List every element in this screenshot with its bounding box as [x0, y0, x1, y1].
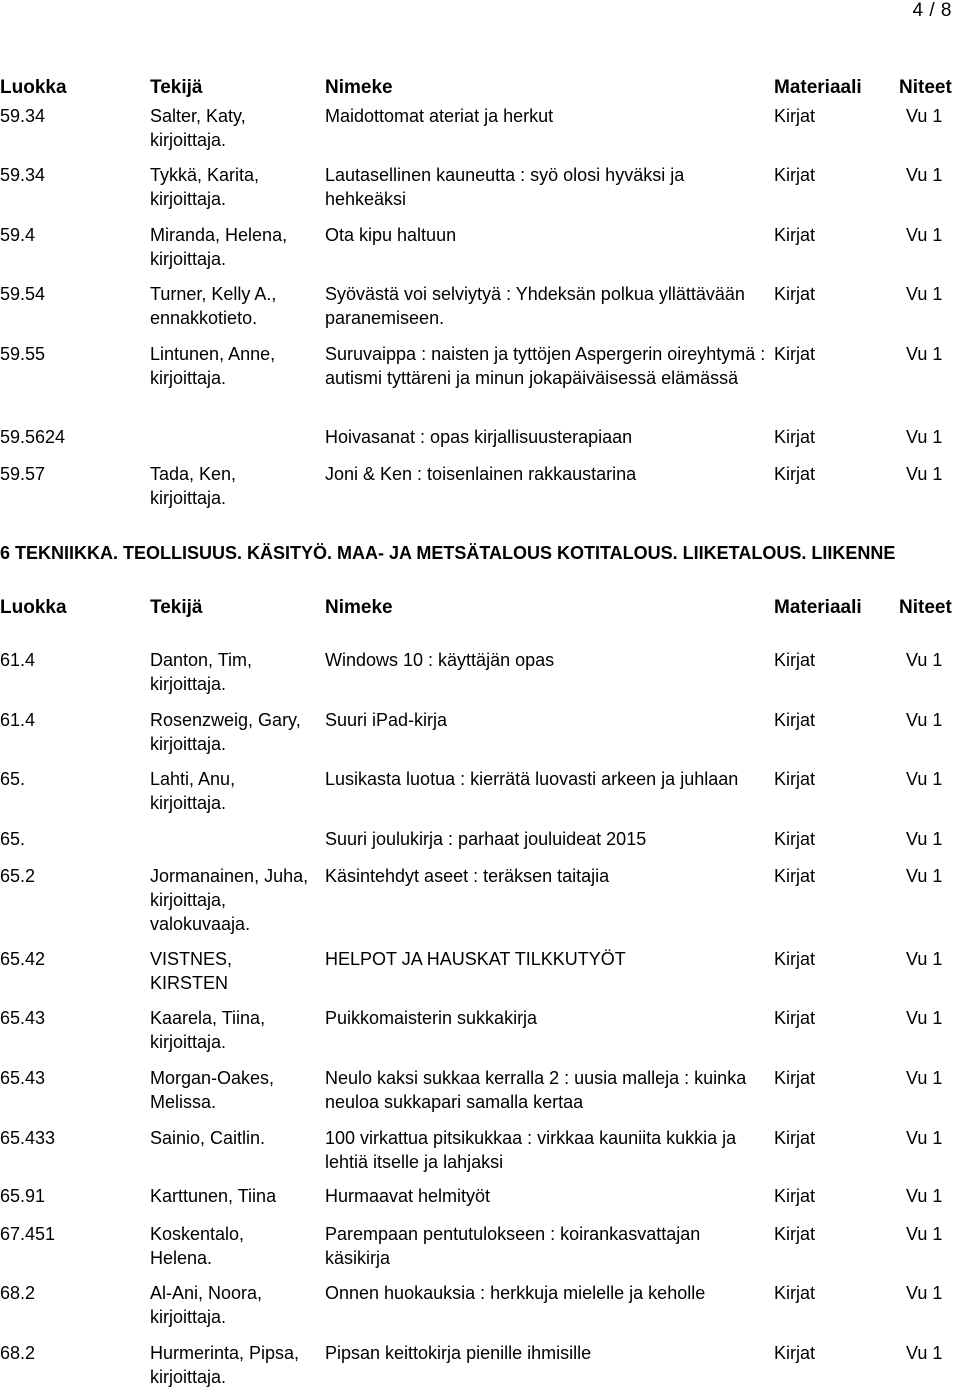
header-niteet: Niteet	[899, 77, 952, 98]
cell-author: Koskentalo, Helena.	[150, 1224, 245, 1268]
cell-author: Sainio, Caitlin.	[150, 1128, 266, 1148]
cell-material: Kirjat	[774, 165, 816, 185]
cell-author: Tykkä, Karita, kirjoittaja.	[150, 165, 260, 209]
header-luokka: Luokka	[0, 597, 67, 618]
section-title: 6 TEKNIIKKA. TEOLLISUUS. KÄSITYÖ. MAA- JA METSÄTALOUS KOTITALOUS. LIIKETALOUS. LIIKENNE	[0, 543, 896, 563]
cell-material: Kirjat	[774, 866, 816, 886]
header-tekija: Tekijä	[150, 597, 203, 618]
cell-note: Vu 1	[906, 829, 943, 849]
cell-title: Hurmaavat helmityöt	[325, 1186, 491, 1206]
cell-author: Al-Ani, Noora, kirjoittaja.	[150, 1283, 263, 1327]
cell-note: Vu 1	[906, 225, 943, 245]
cell-class-code: 65.	[0, 769, 26, 789]
cell-material: Kirjat	[774, 344, 816, 364]
cell-material: Kirjat	[774, 1068, 816, 1088]
cell-class-code: 59.34	[0, 106, 46, 126]
cell-note: Vu 1	[906, 1224, 943, 1244]
cell-note: Vu 1	[906, 1128, 943, 1148]
cell-author: VISTNES, KIRSTEN	[150, 949, 233, 993]
cell-class-code: 59.4	[0, 225, 36, 245]
cell-class-code: 59.34	[0, 165, 46, 185]
cell-note: Vu 1	[906, 344, 943, 364]
cell-note: Vu 1	[906, 165, 943, 185]
cell-title: Ota kipu haltuun	[325, 225, 457, 245]
header-nimeke: Nimeke	[325, 597, 393, 618]
cell-class-code: 59.5624	[0, 427, 66, 447]
cell-author: Hurmerinta, Pipsa, kirjoittaja.	[150, 1343, 300, 1387]
cell-note: Vu 1	[906, 1068, 943, 1088]
cell-note: Vu 1	[906, 1343, 943, 1363]
cell-author: Jormanainen, Juha, kirjoittaja, valokuvaaja.	[150, 866, 309, 934]
cell-note: Vu 1	[906, 769, 943, 789]
cell-title: Lautasellinen kauneutta : syö olosi hyväksi ja hehkeäksi	[325, 165, 685, 209]
cell-author: Salter, Katy, kirjoittaja.	[150, 106, 246, 150]
cell-title: Lusikasta luotua : kierrätä luovasti arkeen ja juhlaan	[325, 769, 739, 789]
cell-class-code: 67.451	[0, 1224, 56, 1244]
cell-note: Vu 1	[906, 464, 943, 484]
cell-title: Puikkomaisterin sukkakirja	[325, 1008, 538, 1028]
cell-title: Käsintehdyt aseet : teräksen taitajia	[325, 866, 610, 886]
cell-title: Suuri iPad-kirja	[325, 710, 448, 730]
cell-note: Vu 1	[906, 427, 943, 447]
cell-author: Karttunen, Tiina	[150, 1186, 277, 1206]
cell-title: Maidottomat ateriat ja herkut	[325, 106, 554, 126]
page-number: 4 / 8	[912, 0, 952, 21]
cell-class-code: 59.54	[0, 284, 46, 304]
cell-material: Kirjat	[774, 106, 816, 126]
cell-class-code: 68.2	[0, 1283, 36, 1303]
cell-class-code: 59.55	[0, 344, 46, 364]
cell-note: Vu 1	[906, 1008, 943, 1028]
cell-note: Vu 1	[906, 866, 943, 886]
header-luokka: Luokka	[0, 77, 67, 98]
cell-class-code: 65.433	[0, 1128, 56, 1148]
cell-title: Suruvaippa : naisten ja tyttöjen Aspergerin oireyhtymä : autismi tyttäreni ja minun jokapäiväisessä elämässä	[325, 344, 766, 388]
cell-title: Hoivasanat : opas kirjallisuusterapiaan	[325, 427, 633, 447]
cell-title: 100 virkattua pitsikukkaa : virkkaa kauniita kukkia ja lehtiä itselle ja lahjaksi	[325, 1128, 737, 1172]
cell-author: Miranda, Helena, kirjoittaja.	[150, 225, 288, 269]
cell-title: Parempaan pentutulokseen : koirankasvattajan käsikirja	[325, 1224, 701, 1268]
cell-material: Kirjat	[774, 284, 816, 304]
cell-title: Neulo kaksi sukkaa kerralla 2 : uusia malleja : kuinka neuloa sukkapari samalla kertaa	[325, 1068, 747, 1112]
cell-author: Morgan-Oakes, Melissa.	[150, 1068, 275, 1112]
cell-note: Vu 1	[906, 949, 943, 969]
header-nimeke: Nimeke	[325, 77, 393, 98]
cell-material: Kirjat	[774, 1008, 816, 1028]
cell-class-code: 65.	[0, 829, 26, 849]
cell-material: Kirjat	[774, 710, 816, 730]
header-tekija: Tekijä	[150, 77, 203, 98]
cell-note: Vu 1	[906, 1186, 943, 1206]
cell-note: Vu 1	[906, 284, 943, 304]
cell-class-code: 61.4	[0, 650, 36, 670]
cell-author: Kaarela, Tiina, kirjoittaja.	[150, 1008, 266, 1052]
cell-material: Kirjat	[774, 1283, 816, 1303]
cell-title: Windows 10 : käyttäjän opas	[325, 650, 555, 670]
cell-note: Vu 1	[906, 650, 943, 670]
header-niteet: Niteet	[899, 597, 952, 618]
cell-material: Kirjat	[774, 464, 816, 484]
cell-author: Rosenzweig, Gary, kirjoittaja.	[150, 710, 301, 754]
cell-title: HELPOT JA HAUSKAT TILKKUTYÖT	[325, 949, 626, 969]
cell-author: Danton, Tim, kirjoittaja.	[150, 650, 253, 694]
cell-class-code: 65.42	[0, 949, 46, 969]
cell-material: Kirjat	[774, 1224, 816, 1244]
cell-material: Kirjat	[774, 1186, 816, 1206]
cell-title: Joni & Ken : toisenlainen rakkaustarina	[325, 464, 637, 484]
cell-author: Turner, Kelly A., ennakkotieto.	[150, 284, 277, 328]
cell-title: Onnen huokauksia : herkkuja mielelle ja keholle	[325, 1283, 706, 1303]
cell-class-code: 65.43	[0, 1008, 46, 1028]
cell-material: Kirjat	[774, 650, 816, 670]
cell-material: Kirjat	[774, 769, 816, 789]
cell-note: Vu 1	[906, 1283, 943, 1303]
header-materiaali: Materiaali	[774, 597, 862, 618]
cell-class-code: 65.43	[0, 1068, 46, 1088]
cell-material: Kirjat	[774, 949, 816, 969]
cell-title: Syövästä voi selviytyä : Yhdeksän polkua yllättävään paranemiseen.	[325, 284, 745, 328]
cell-note: Vu 1	[906, 106, 943, 126]
cell-material: Kirjat	[774, 225, 816, 245]
cell-author: Lintunen, Anne, kirjoittaja.	[150, 344, 276, 388]
header-materiaali: Materiaali	[774, 77, 862, 98]
cell-author: Tada, Ken, kirjoittaja.	[150, 464, 237, 508]
cell-material: Kirjat	[774, 1128, 816, 1148]
cell-class-code: 65.2	[0, 866, 36, 886]
cell-material: Kirjat	[774, 1343, 816, 1363]
cell-class-code: 59.57	[0, 464, 46, 484]
cell-title: Suuri joulukirja : parhaat jouluideat 2015	[325, 829, 647, 849]
cell-author: Lahti, Anu, kirjoittaja.	[150, 769, 236, 813]
cell-title: Pipsan keittokirja pienille ihmisille	[325, 1343, 592, 1363]
cell-material: Kirjat	[774, 829, 816, 849]
cell-class-code: 68.2	[0, 1343, 36, 1363]
cell-class-code: 65.91	[0, 1186, 46, 1206]
cell-class-code: 61.4	[0, 710, 36, 730]
cell-note: Vu 1	[906, 710, 943, 730]
cell-material: Kirjat	[774, 427, 816, 447]
